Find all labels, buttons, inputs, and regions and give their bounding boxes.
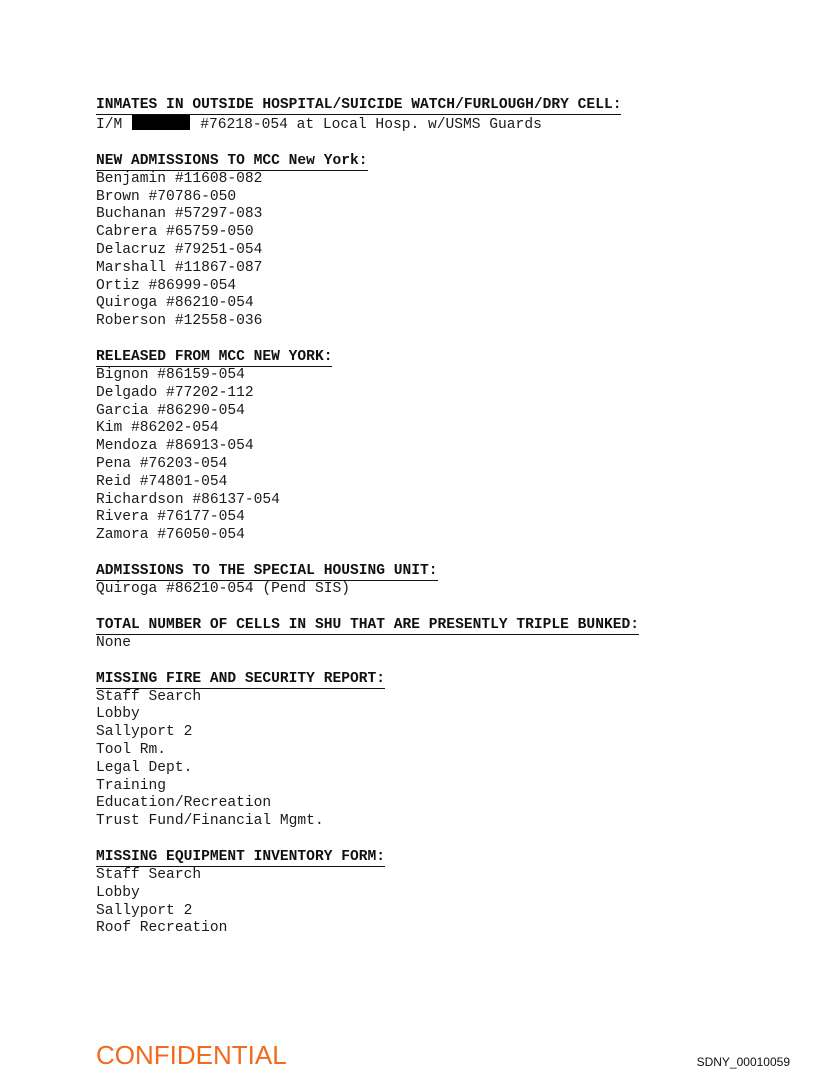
- list-shu-admissions: [96, 581, 756, 599]
- list-item: Rivera #76177-054: [96, 509, 245, 526]
- list-item: Bignon #86159-054: [96, 366, 245, 383]
- list-item: Sallyport 2: [96, 724, 193, 741]
- list-item: Delgado #77202-112: [96, 384, 254, 401]
- list-item: None: [96, 634, 132, 651]
- list-item: Roof Recreation: [96, 920, 228, 937]
- section-new-admissions: [96, 153, 756, 331]
- list-triple-bunked: [96, 635, 756, 653]
- section-heading-triple-bunked: TOTAL NUMBER OF CELLS IN SHU THAT ARE PRESENTLY TRIPLE BUNKED:: [96, 616, 639, 633]
- section-heading-new-admissions: NEW ADMISSIONS TO MCC New York:: [96, 152, 368, 169]
- section-released: [96, 349, 756, 545]
- confidential-stamp: CONFIDENTIAL: [96, 1040, 287, 1070]
- list-item: Training: [96, 777, 167, 794]
- list-item: Trust Fund/Financial Mgmt.: [96, 813, 324, 830]
- list-item: Reid #74801-054: [96, 473, 228, 490]
- list-new-admissions: [96, 171, 756, 331]
- list-item: Ortiz #86999-054: [96, 277, 237, 294]
- section-triple-bunked: [96, 617, 756, 653]
- section-heading-outside-hospital: INMATES IN OUTSIDE HOSPITAL/SUICIDE WATCH/FURLOUGH/DRY CELL:: [96, 97, 622, 113]
- list-item: Cabrera #65759-050: [96, 224, 254, 241]
- bates-number: SDNY_00010059: [696, 1055, 790, 1069]
- section-missing-equipment: [96, 849, 756, 938]
- section-heading-shu-admissions: ADMISSIONS TO THE SPECIAL HOUSING UNIT:: [96, 562, 438, 579]
- list-item: Buchanan #57297-083: [96, 206, 263, 223]
- inmate-prefix: I/M: [96, 117, 123, 133]
- list-item: Zamora #76050-054: [96, 527, 245, 544]
- list-item: Staff Search: [96, 688, 202, 705]
- list-item: Delacruz #79251-054: [96, 241, 263, 258]
- section-heading-released: RELEASED FROM MCC NEW YORK:: [96, 348, 333, 365]
- list-item: Staff Search: [96, 866, 202, 883]
- list-item: Lobby: [96, 884, 140, 901]
- list-item: Quiroga #86210-054: [96, 295, 254, 312]
- list-item: Garcia #86290-054: [96, 402, 245, 419]
- list-item: Lobby: [96, 706, 140, 723]
- list-released: [96, 367, 756, 545]
- list-missing-fire-security: [96, 689, 756, 831]
- list-item: Education/Recreation: [96, 795, 272, 812]
- list-item: Pena #76203-054: [96, 455, 228, 472]
- document-page: [96, 97, 756, 938]
- section-missing-fire-security: [96, 671, 756, 831]
- list-item: Kim #86202-054: [96, 420, 219, 437]
- section-heading-missing-equipment: MISSING EQUIPMENT INVENTORY FORM:: [96, 848, 386, 865]
- list-item: Tool Rm.: [96, 741, 167, 758]
- list-item: Marshall #11867-087: [96, 259, 263, 276]
- section-shu-admissions: [96, 563, 756, 599]
- inmate-hospital-detail: #76218-054 at Local Hosp. w/USMS Guards: [200, 117, 542, 133]
- redaction-box: [132, 115, 190, 130]
- list-item: Sallyport 2: [96, 902, 193, 919]
- list-item: Legal Dept.: [96, 759, 193, 776]
- list-item: Roberson #12558-036: [96, 313, 263, 330]
- list-item: Mendoza #86913-054: [96, 438, 254, 455]
- list-item: Quiroga #86210-054 (Pend SIS): [96, 580, 350, 597]
- list-item: Benjamin #11608-082: [96, 170, 263, 187]
- list-item: Richardson #86137-054: [96, 491, 280, 508]
- section-heading-missing-fire-security: MISSING FIRE AND SECURITY REPORT:: [96, 670, 386, 687]
- hospital-inmate-line: [96, 115, 756, 135]
- section-outside-hospital: [96, 97, 756, 135]
- list-missing-equipment: [96, 867, 756, 938]
- list-item: Brown #70786-050: [96, 188, 237, 205]
